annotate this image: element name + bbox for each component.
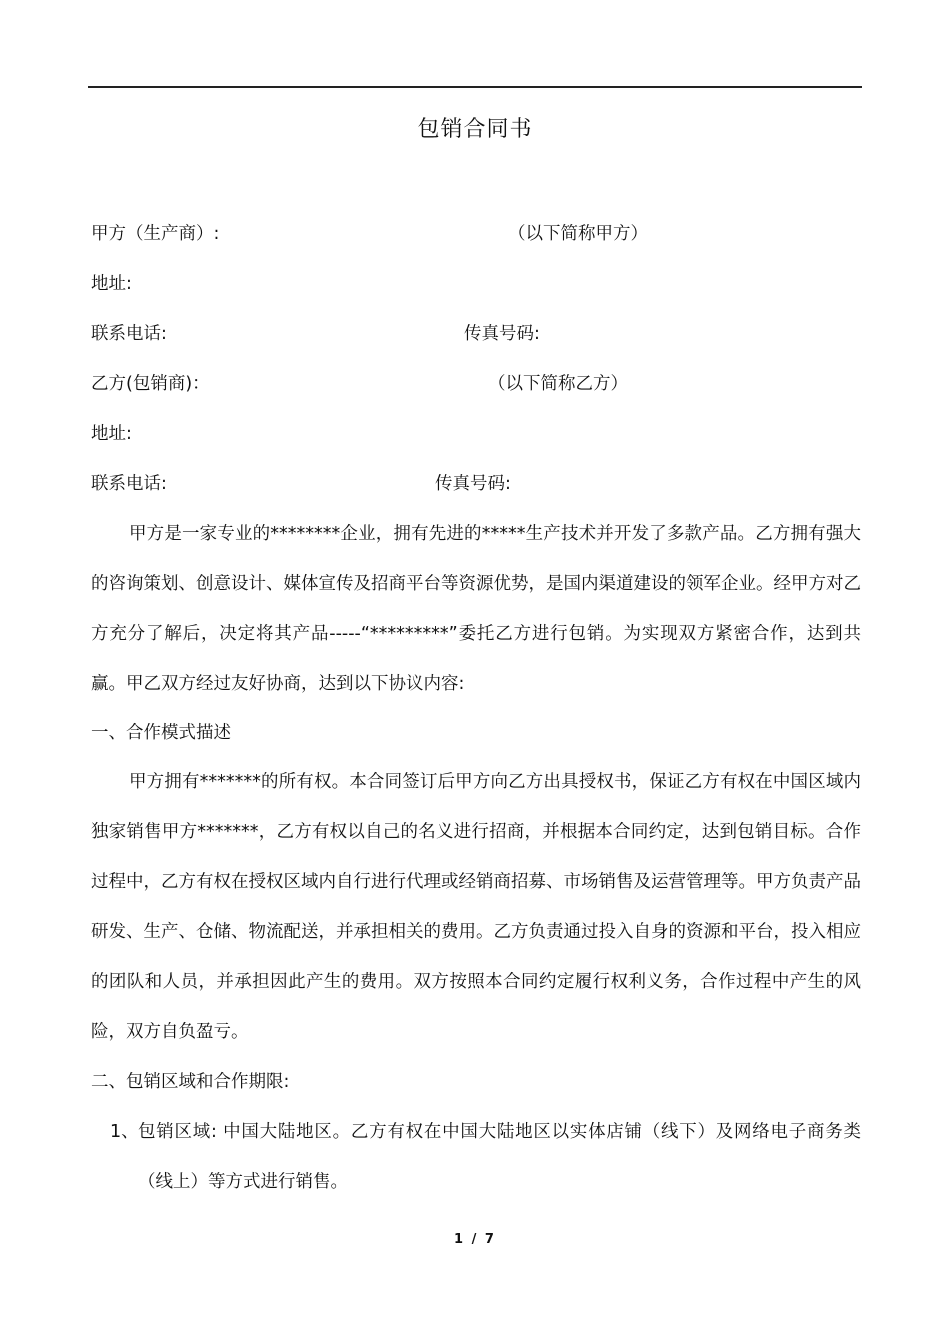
party-b-phone-label: 联系电话: [91,474,167,494]
party-a-phone-label: 联系电话: [91,324,167,344]
section-2-item-1 [110,1107,861,1207]
party-a-note: （以下简称甲方） [508,224,648,244]
party-a-address-label: 地址: [91,274,132,294]
party-b-note: （以下简称乙方） [488,374,628,394]
section-1-body: 甲方拥有*******的所有权。本合同签订后甲方向乙方出具授权书，保证乙方有权在中国区域内独家销售甲方*******，乙方有权以自己的名义进行招商，并根据本合同约定，达到包销目标。合作过程中，乙方有权在授权区域内自行进行代理或经销商招募、市场销售及运营管理等。甲方负责产品研发、生产、仓储、物流配送，并承担相关的费用。乙方负责通过投入自身的资源和平台，投入相应的团队和人员，并承担因此产生的费用。双方按照本合同约定履行权利义务，合作过程中产生的风险，双方自负盈亏。 [91,772,861,1042]
party-a-label: 甲方（生产商）: [91,224,220,244]
item-number: 1、 [110,1122,139,1142]
section-1-heading: 一、合作模式描述 [91,723,231,743]
header-rule [88,86,862,88]
party-b-label: 乙方(包销商)： [91,374,210,394]
item-text: 包销区域: 中国大陆地区。乙方有权在中国大陆地区以实体店铺（线下）及网络电子商务类（线上）等方式进行销售。 [138,1122,861,1192]
party-b-address-label: 地址: [91,424,132,444]
section-2-heading: 二、包销区域和合作期限: [91,1072,290,1092]
party-b-fax-label: 传真号码: [435,474,511,494]
document-title: 包销合同书 [417,117,533,142]
page-number: 1 / 7 [454,1232,496,1247]
party-a-fax-label: 传真号码: [464,324,540,344]
intro-paragraph: 甲方是一家专业的********企业，拥有先进的*****生产技术并开发了多款产品。乙方拥有强大的咨询策划、创意设计、媒体宣传及招商平台等资源优势，是国内渠道建设的领军企业。经甲方对乙方充分了解后，决定将其产品-----“*********”委托乙方进行包销。为实现双方紧密合作，达到共赢。甲乙双方经过友好协商，达到以下协议内容: [91,524,861,694]
